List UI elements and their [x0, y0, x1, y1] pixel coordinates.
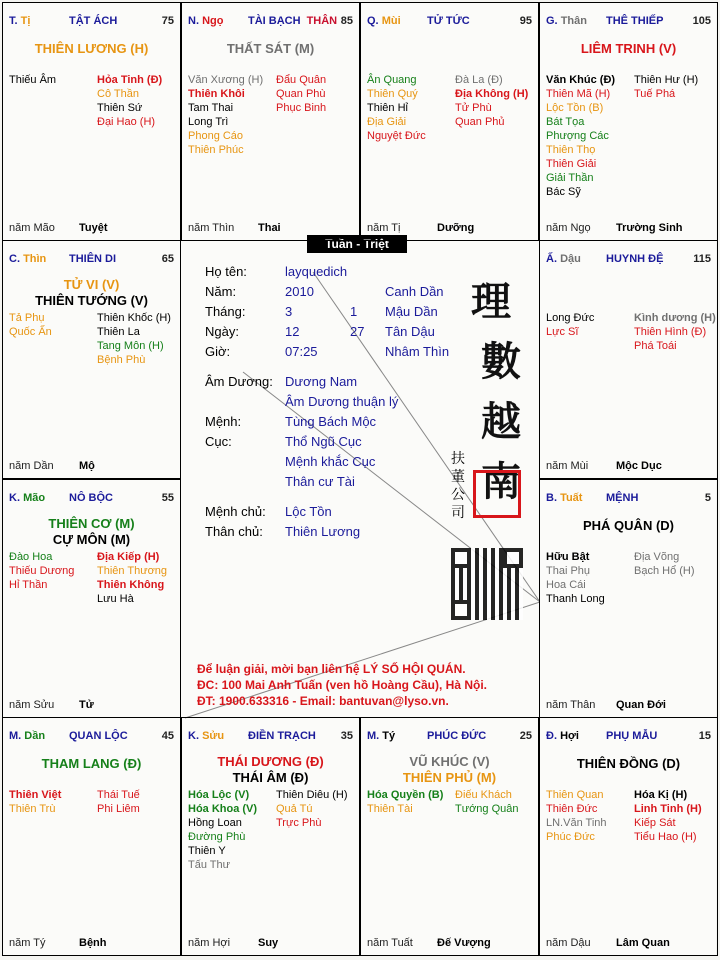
palace-ty-ti: [2, 2, 181, 241]
palace-thin: [2, 240, 181, 479]
palace-name: MỆNH: [606, 492, 639, 504]
menh-chu-value: Lộc Tồn: [285, 504, 332, 519]
contact-phone-email: ĐT: 1900.633316 - Email: bantuvan@lyso.vn.: [197, 694, 449, 708]
minor-star: Tả Phụ: [9, 312, 45, 324]
minor-star: Bệnh Phù: [97, 354, 146, 366]
minor-stars-left: [367, 788, 443, 816]
palace-name: QUAN LỘC: [69, 730, 128, 742]
minor-star: Tam Thai: [188, 102, 234, 114]
tieu-han-year: năm Tuất: [367, 937, 413, 949]
minor-star: Thiên Tài: [367, 803, 413, 815]
minor-stars-right: [455, 73, 528, 129]
tieu-han-year: năm Thân: [546, 699, 596, 711]
earthly-branch: Mão: [23, 492, 46, 504]
palace-footer: [546, 460, 711, 474]
minor-star: Bạch Hổ (H): [634, 565, 695, 577]
minor-star: Nguyệt Đức: [367, 130, 426, 142]
minor-star: Địa Kiếp (H): [97, 551, 160, 563]
palace-position: [188, 730, 224, 742]
minor-star: Điếu Khách: [455, 789, 512, 801]
minor-star: LN.Văn Tinh: [546, 817, 607, 829]
dai-han-number: 105: [692, 15, 711, 27]
palace-dan: [2, 717, 181, 956]
main-star: THIÊN LƯƠNG (H): [34, 41, 149, 56]
earthly-branch: Dần: [24, 730, 46, 742]
minor-star: Đại Hao (H): [97, 116, 156, 128]
palace-position: [367, 730, 395, 742]
minor-stars-left: [546, 550, 605, 606]
minor-stars-left: [9, 788, 61, 816]
tieu-han-year: năm Sửu: [9, 699, 55, 711]
minor-star: Thiên Y: [188, 845, 226, 857]
minor-star: Đẩu Quân: [276, 74, 327, 86]
tieu-han-year: năm Dậu: [546, 937, 591, 949]
minor-stars-right: [276, 73, 326, 115]
palace-tuat: [539, 479, 718, 718]
main-star: LIÊM TRINH (V): [580, 41, 677, 56]
truong-sinh-stage: Tử: [79, 699, 94, 711]
tieu-han-year: năm Hợi: [188, 937, 231, 949]
main-star: THIÊN PHỦ (M): [402, 770, 497, 785]
palace-header: [188, 15, 353, 31]
minor-star: Cô Thần: [97, 88, 139, 100]
earthly-branch: Thân: [560, 15, 587, 27]
minor-star: Tang Môn (H): [97, 340, 164, 352]
minor-star: Phi Liêm: [97, 803, 140, 815]
minor-star: Hoa Cái: [546, 579, 586, 591]
minor-star: Thiên Phúc: [188, 144, 244, 156]
minor-stars-right: [634, 788, 702, 844]
minor-star: Thai Phụ: [546, 565, 591, 577]
minor-stars-left: [9, 550, 74, 592]
main-star: VŨ KHÚC (V): [409, 754, 490, 769]
heavenly-stem: C.: [9, 253, 20, 265]
palace-header: [188, 730, 353, 746]
earthly-branch: Tị: [20, 15, 31, 27]
minor-star: Địa Võng: [634, 551, 680, 563]
main-star: THIÊN ĐỒNG (D): [576, 756, 681, 771]
earthly-branch: Ngọ: [202, 15, 224, 27]
palace-header: [546, 492, 711, 508]
palace-header: [9, 15, 174, 31]
minor-star: Địa Không (H): [455, 88, 529, 100]
main-star: THIÊN CƠ (M): [48, 516, 135, 531]
heavenly-stem: K.: [9, 492, 20, 504]
heavenly-stem: Ấ.: [546, 253, 557, 265]
watermark-side-text: 扶 董 公 司: [451, 451, 465, 521]
tuan-triet-label: Tuần - Triệt: [307, 235, 407, 253]
minor-star: Thiên Thọ: [546, 144, 596, 156]
qr-code-icon: [451, 548, 523, 620]
palace-header: [9, 730, 174, 746]
minor-star: Kiếp Sát: [634, 817, 676, 829]
truong-sinh-stage: Bệnh: [79, 937, 107, 949]
minor-star: Đào Hoa: [9, 551, 53, 563]
minor-star: Hóa Quyền (B): [367, 789, 444, 801]
palace-name: TẬT ÁCH: [69, 15, 118, 27]
minor-stars-right: [634, 73, 698, 101]
tieu-han-year: năm Tý: [9, 937, 46, 949]
palace-footer: [188, 937, 353, 951]
minor-star: Tướng Quân: [455, 803, 519, 815]
heavenly-stem: M.: [367, 730, 380, 742]
ngay-value: 12: [285, 324, 300, 339]
minor-star: Thiên La: [97, 326, 140, 338]
than-cu-tai: Thân cư Tài: [285, 474, 355, 489]
gio-can-chi: Nhâm Thìn: [385, 344, 450, 359]
minor-star: Thiên Quan: [546, 789, 604, 801]
cuc-value: Thổ Ngũ Cục: [285, 434, 362, 449]
thang-can-chi: Mậu Dần: [385, 304, 438, 319]
truong-sinh-stage: Đế Vượng: [437, 937, 491, 949]
minor-star: Hồng Loan: [188, 817, 242, 829]
minor-star: Tử Phù: [455, 102, 492, 114]
am-duong-value: Dương Nam: [285, 374, 358, 389]
palace-position: [546, 492, 582, 504]
minor-star: Thiên Khôi: [188, 88, 245, 100]
earthly-branch: Tuất: [560, 492, 583, 504]
palace-ngo: [181, 2, 360, 241]
heavenly-stem: Đ.: [546, 730, 557, 742]
truong-sinh-stage: Quan Đới: [616, 699, 666, 711]
dai-han-number: 95: [519, 15, 532, 27]
than-chu-label: Thân chủ:: [205, 524, 263, 539]
dai-han-number: 45: [161, 730, 174, 742]
minor-star: Kình dương (H): [634, 312, 716, 324]
minor-star: Hữu Bật: [546, 551, 590, 563]
main-star: THẤT SÁT (M): [226, 41, 315, 56]
truong-sinh-stage: Mộc Dục: [616, 460, 662, 472]
palace-name-group: [248, 15, 337, 27]
minor-star: Trực Phù: [276, 817, 322, 829]
dai-han-number: 25: [519, 730, 532, 742]
truong-sinh-stage: Trường Sinh: [616, 222, 683, 234]
menh-value: Tùng Bách Mộc: [285, 414, 377, 429]
cuc-label: Cục:: [205, 434, 232, 449]
earthly-branch: Thìn: [23, 253, 47, 265]
main-star: THIÊN TƯỚNG (V): [35, 293, 148, 308]
heavenly-stem: T.: [9, 15, 18, 27]
tieu-han-year: năm Tị: [367, 222, 401, 234]
minor-star: Văn Khúc (Đ): [546, 74, 616, 86]
minor-stars-left: [188, 788, 257, 872]
palace-name: HUYNH ĐỆ: [606, 253, 664, 265]
palace-mao: [2, 479, 181, 718]
minor-star: Long Trì: [188, 116, 229, 128]
palace-name: TỬ TỨC: [427, 15, 470, 27]
minor-stars-left: [9, 73, 56, 87]
ho-ten-label: Họ tên:: [205, 264, 247, 279]
gio-value: 07:25: [285, 344, 318, 359]
minor-star: Long Đức: [546, 312, 595, 324]
minor-star: Thiên Diêu (H): [276, 789, 348, 801]
minor-star: Lưu Hà: [97, 593, 134, 605]
heavenly-stem: Q.: [367, 15, 379, 27]
main-star: THÁI DƯƠNG (Đ): [217, 754, 324, 769]
palace-suu: [181, 717, 360, 956]
dai-han-number: 55: [161, 492, 174, 504]
dai-han-number: 115: [693, 253, 711, 265]
minor-star: Quan Phù: [276, 88, 326, 100]
earthly-branch: Sửu: [202, 730, 225, 742]
minor-star: Thiếu Dương: [9, 565, 75, 577]
palace-dau: [539, 240, 718, 479]
minor-star: Hỉ Thần: [9, 579, 48, 591]
minor-star: Văn Xương (H): [188, 74, 264, 86]
minor-star: Thiên Trù: [9, 803, 56, 815]
minor-stars-right: [276, 788, 348, 830]
minor-star: Phục Binh: [276, 102, 327, 114]
truong-sinh-stage: Suy: [258, 937, 279, 949]
palace-than: [539, 2, 718, 241]
palace-footer: [9, 460, 174, 474]
minor-star: Phá Toái: [634, 340, 677, 352]
minor-star: Thiên Việt: [9, 789, 62, 801]
thang-am-lich: 1: [350, 304, 358, 319]
than-chu-value: Thiên Lương: [285, 524, 361, 539]
nam-value: 2010: [285, 284, 314, 299]
tuvi-chart: [2, 2, 716, 956]
red-seal-icon: [473, 470, 521, 518]
minor-star: Quan Phủ: [455, 116, 505, 128]
minor-star: Phong Cáo: [188, 130, 244, 142]
truong-sinh-stage: Mộ: [79, 460, 95, 472]
nam-label: Năm:: [205, 284, 237, 299]
minor-star: Đường Phù: [188, 831, 246, 843]
am-duong-thuan-ly: Âm Dương thuận lý: [285, 394, 399, 409]
palace-name: PHỤ MẪU: [606, 730, 658, 742]
minor-stars-right: [455, 788, 519, 816]
minor-star: Thiên Mã (H): [546, 88, 611, 100]
ngay-am-lich: 27: [350, 324, 365, 339]
heavenly-stem: M.: [9, 730, 22, 742]
minor-star: Tấu Thư: [188, 859, 231, 871]
palace-footer: [546, 222, 711, 236]
earthly-branch: Tý: [382, 730, 396, 742]
watermark-char-1: 理: [471, 278, 511, 325]
minor-star: Thiếu Âm: [9, 74, 57, 86]
minor-star: Ân Quang: [367, 74, 417, 86]
minor-star: Tuế Phá: [634, 88, 676, 100]
dai-han-number: 15: [698, 730, 711, 742]
minor-stars-left: [546, 788, 607, 844]
minor-star: Phượng Các: [546, 130, 609, 142]
palace-header: [546, 253, 711, 269]
main-star: PHÁ QUÂN (D): [583, 518, 674, 533]
minor-star: Lộc Tồn (B): [546, 102, 604, 114]
main-star: THAM LANG (Đ): [41, 756, 142, 771]
minor-star: Tiểu Hao (H): [634, 831, 697, 843]
contact-address: ĐC: 100 Mai Anh Tuấn (ven hồ Hoàng Cầu), Hà Nội.: [197, 678, 488, 692]
palace-header: [9, 253, 174, 269]
minor-stars-left: [188, 73, 263, 157]
dai-han-number: 35: [340, 730, 353, 742]
minor-star: Thiên Không: [97, 579, 165, 591]
minor-star: Lực Sĩ: [546, 326, 579, 338]
watermark-char-3: 越: [481, 398, 521, 445]
palace-position: [9, 253, 46, 265]
palace-position: [546, 15, 587, 27]
minor-stars-right: [97, 788, 140, 816]
ho-ten-value: layquedich: [285, 264, 348, 279]
palace-name: ĐIỀN TRẠCH: [248, 730, 316, 742]
minor-star: Thiên Hư (H): [634, 74, 699, 86]
minor-stars-right: [634, 311, 716, 353]
minor-star: Hóa Kị (H): [634, 789, 688, 801]
palace-name: THÊ THIẾP: [606, 15, 664, 27]
palace-footer: [9, 222, 174, 236]
minor-stars-right: [97, 311, 171, 367]
contact-line-1: Để luận giải, mời bạn liên hệ LÝ SỐ HỘI QUÁN.: [197, 662, 466, 676]
minor-star: Linh Tinh (H): [634, 803, 702, 815]
heavenly-stem: G.: [546, 15, 558, 27]
dai-han-number: 65: [161, 253, 174, 265]
minor-star: Thiên Sứ: [97, 102, 143, 114]
nam-can-chi: Canh Dần: [385, 284, 444, 299]
minor-star: Đà La (Đ): [455, 74, 503, 86]
minor-stars-right: [97, 73, 162, 129]
palace-position: [546, 730, 579, 742]
palace-position: [546, 253, 581, 265]
palace-header: [546, 730, 711, 746]
minor-star: Hỏa Tinh (Đ): [97, 74, 163, 86]
watermark-char-2: 數: [481, 338, 521, 385]
palace-position: [9, 15, 30, 27]
minor-star: Quốc Ấn: [9, 326, 52, 338]
tieu-han-year: năm Mão: [9, 222, 55, 234]
am-duong-label: Âm Dương:: [205, 374, 273, 389]
minor-stars-right: [97, 550, 167, 606]
minor-stars-left: [546, 311, 594, 339]
tieu-han-year: năm Thìn: [188, 222, 235, 234]
palace-hoi: [539, 717, 718, 956]
menh-khac-cuc: Mệnh khắc Cục: [285, 454, 376, 469]
minor-stars-left: [367, 73, 426, 143]
palace-name: NÔ BỘC: [69, 492, 113, 504]
minor-star: Thiên Đức: [546, 803, 598, 815]
palace-position: [9, 730, 45, 742]
tieu-han-year: năm Ngọ: [546, 222, 591, 234]
truong-sinh-stage: Tuyệt: [79, 222, 108, 234]
minor-star: Thiên Khốc (H): [97, 312, 171, 324]
ngay-label: Ngày:: [205, 324, 239, 339]
main-star: THÁI ÂM (Đ): [232, 770, 309, 785]
palace-header: [9, 492, 174, 508]
minor-star: Thiên Quý: [367, 88, 418, 100]
earthly-branch: Mùi: [381, 15, 401, 27]
tieu-han-year: năm Mùi: [546, 460, 589, 472]
minor-star: Thanh Long: [546, 593, 605, 605]
ngay-can-chi: Tân Dậu: [385, 324, 435, 339]
minor-star: Thiên Giải: [546, 158, 597, 170]
main-star: TỬ VI (V): [63, 277, 120, 292]
palace-mui: [360, 2, 539, 241]
heavenly-stem: B.: [546, 492, 557, 504]
palace-footer: [9, 937, 174, 951]
tieu-han-year: năm Dần: [9, 460, 54, 472]
main-star: CỰ MÔN (M): [52, 532, 131, 547]
palace-name: THIÊN DI: [69, 253, 117, 265]
gio-label: Giờ:: [205, 344, 231, 359]
heavenly-stem: K.: [188, 730, 199, 742]
palace-position: [9, 492, 45, 504]
palace-footer: [546, 699, 711, 713]
menh-label: Mệnh:: [205, 414, 242, 429]
palace-position: [367, 15, 401, 27]
palace-position: [188, 15, 223, 27]
minor-star: Phúc Đức: [546, 831, 595, 843]
minor-star: Hóa Lộc (V): [188, 789, 250, 801]
earthly-branch: Hợi: [560, 730, 579, 742]
earthly-branch: Dậu: [560, 253, 581, 265]
palace-header: [367, 730, 532, 746]
than-marker: THÂN: [306, 15, 338, 27]
watermark-char-4: 南: [481, 458, 521, 505]
palace-footer: [367, 222, 532, 236]
truong-sinh-stage: Thai: [258, 222, 281, 234]
minor-stars-left: [546, 73, 615, 199]
minor-star: Giải Thần: [546, 172, 594, 184]
palace-ty-ty: [360, 717, 539, 956]
minor-stars-right: [634, 550, 695, 578]
palace-footer: [9, 699, 174, 713]
minor-star: Bác Sỹ: [546, 186, 581, 198]
minor-star: Bát Tọa: [546, 116, 585, 128]
heavenly-stem: N.: [188, 15, 199, 27]
thang-label: Tháng:: [205, 304, 246, 319]
dai-han-number: 85: [340, 15, 353, 27]
chart-center-info: [183, 242, 540, 719]
minor-star: Thái Tuế: [97, 789, 140, 801]
palace-footer: [367, 937, 532, 951]
dai-han-number: 5: [704, 492, 711, 504]
minor-star: Hóa Khoa (V): [188, 803, 258, 815]
palace-footer: [188, 222, 353, 236]
thang-value: 3: [285, 304, 293, 319]
minor-star: Thiên Thương: [97, 565, 168, 577]
dai-han-number: 75: [161, 15, 174, 27]
minor-star: Địa Giải: [367, 116, 407, 128]
minor-star: Thiên Hình (Đ): [634, 326, 707, 338]
palace-header: [546, 15, 711, 31]
minor-star: Thiên Hỉ: [367, 102, 408, 114]
palace-name: PHÚC ĐỨC: [427, 730, 487, 742]
minor-stars-left: [9, 311, 52, 339]
palace-header: [367, 15, 532, 31]
palace-name: TÀI BẠCH: [248, 15, 301, 27]
menh-chu-label: Mệnh chủ:: [205, 504, 266, 519]
truong-sinh-stage: Lâm Quan: [616, 937, 670, 949]
truong-sinh-stage: Dưỡng: [437, 222, 475, 234]
palace-footer: [546, 937, 711, 951]
minor-star: Quả Tú: [276, 803, 313, 815]
